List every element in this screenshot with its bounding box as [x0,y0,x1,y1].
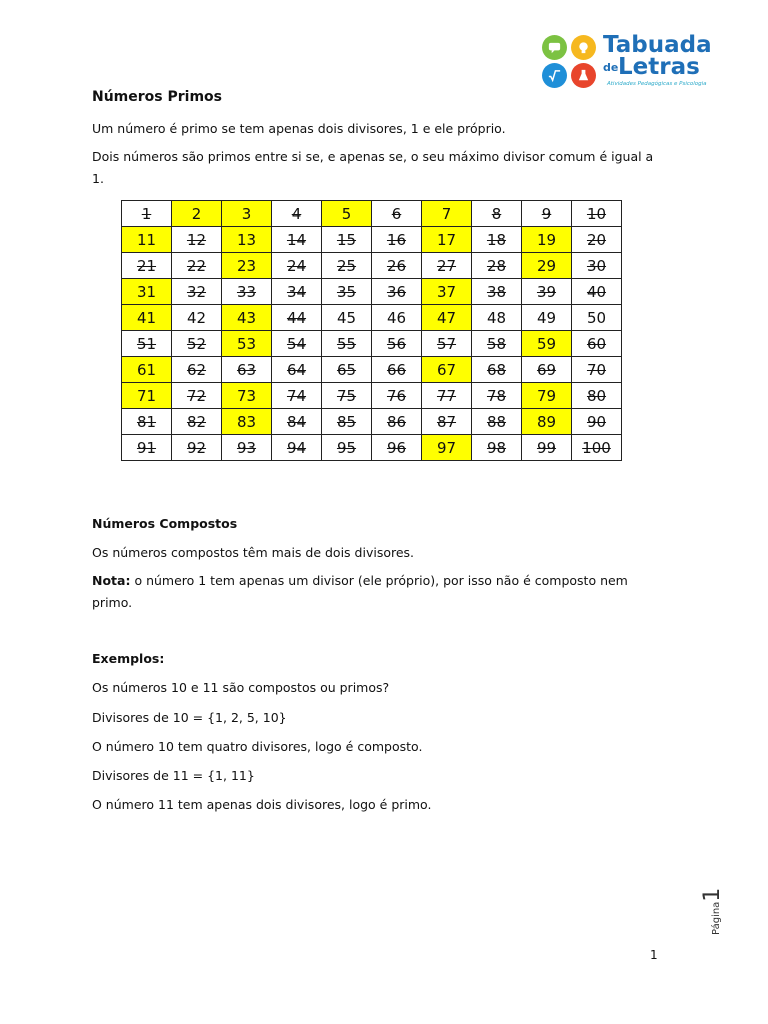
number-cell [122,409,172,435]
cell-number: 58 [486,334,507,353]
number-cell [122,331,172,357]
number-cell [172,383,222,409]
cell-number: 40 [586,282,607,301]
cell-number: 85 [336,412,357,431]
number-cell [222,279,272,305]
cell-number: 82 [186,412,207,431]
cell-number: 14 [286,230,307,249]
cell-number: 8 [491,204,502,223]
cell-number: 24 [286,256,307,275]
cell-number: 27 [436,256,457,275]
number-cell [172,227,222,253]
nota-text: o número 1 tem apenas um divisor (ele próprio), por isso não é composto nem primo. [92,573,628,610]
cell-number: 72 [186,386,207,405]
number-cell [472,227,522,253]
cell-number: 33 [236,282,257,301]
number-cell [322,409,372,435]
cell-number: 46 [386,308,407,327]
cell-number: 1 [141,204,152,223]
cell-number: 51 [136,334,157,353]
table-row [122,357,622,383]
cell-number: 18 [486,230,507,249]
number-cell [372,409,422,435]
number-cell [472,331,522,357]
number-cell [572,201,622,227]
cell-number: 71 [136,386,157,405]
number-cell [372,331,422,357]
number-cell [172,279,222,305]
prime-cell [122,357,172,383]
number-cell [122,253,172,279]
number-cell [272,435,322,461]
exemplos-question: Os números 10 e 11 são compostos ou primos? [92,680,390,695]
cell-number: 11 [136,230,157,249]
flask-icon [571,63,596,88]
cell-number: 53 [236,334,257,353]
cell-number: 67 [436,360,457,379]
cell-number: 96 [386,438,407,457]
cell-number: 94 [286,438,307,457]
cell-number: 95 [336,438,357,457]
number-cell [222,435,272,461]
prime-cell [222,305,272,331]
number-cell [172,409,222,435]
cell-number: 55 [336,334,357,353]
number-cell [372,201,422,227]
prime-cell [522,331,572,357]
number-cell [472,279,522,305]
cell-number: 75 [336,386,357,405]
number-cell [422,331,472,357]
prime-cell [522,383,572,409]
cell-number: 10 [586,204,607,223]
exemplo-line-1: Divisores de 10 = {1, 2, 5, 10} [92,710,287,725]
prime-cell [122,383,172,409]
table-row [122,201,622,227]
table-row [122,331,622,357]
table-row [122,227,622,253]
cell-number: 2 [191,204,202,223]
logo-icons [540,33,600,89]
number-cell [472,253,522,279]
cell-number: 20 [586,230,607,249]
cell-number: 9 [541,204,552,223]
number-cell [572,435,622,461]
number-cell [472,383,522,409]
number-cell [572,383,622,409]
number-cell [572,357,622,383]
cell-number: 76 [386,386,407,405]
number-cell [272,279,322,305]
cell-number: 99 [536,438,557,457]
number-cell [522,305,572,331]
cell-number: 12 [186,230,207,249]
number-cell [472,409,522,435]
number-cell [272,331,322,357]
number-cell [372,383,422,409]
cell-number: 98 [486,438,507,457]
prime-cell [222,227,272,253]
number-cell [372,435,422,461]
cell-number: 19 [536,230,557,249]
number-cell [322,331,372,357]
prime-cell [422,201,472,227]
number-cell [322,383,372,409]
cell-number: 66 [386,360,407,379]
number-cell [372,279,422,305]
number-cell [272,201,322,227]
cell-number: 61 [136,360,157,379]
cell-number: 69 [536,360,557,379]
cell-number: 21 [136,256,157,275]
cell-number: 45 [336,308,357,327]
table-row [122,409,622,435]
number-cell [322,357,372,383]
cell-number: 50 [586,308,607,327]
pagina-number: 1 [700,887,725,902]
cell-number: 78 [486,386,507,405]
table-row [122,305,622,331]
cell-number: 73 [236,386,257,405]
cell-number: 56 [386,334,407,353]
cell-number: 23 [236,256,257,275]
prime-cell [222,383,272,409]
number-cell [322,227,372,253]
logo-de: de [603,61,619,74]
cell-number: 37 [436,282,457,301]
prime-cell [422,357,472,383]
number-cell [272,383,322,409]
logo-title: Tabuada [603,32,712,58]
cell-number: 63 [236,360,257,379]
cell-number: 15 [336,230,357,249]
cell-number: 31 [136,282,157,301]
number-cell [122,435,172,461]
cell-number: 87 [436,412,457,431]
prime-cell [322,201,372,227]
number-cell [172,435,222,461]
cell-number: 17 [436,230,457,249]
cell-number: 74 [286,386,307,405]
number-cell [172,305,222,331]
prime-cell [522,253,572,279]
cell-number: 3 [241,204,252,223]
cell-number: 36 [386,282,407,301]
table-row [122,383,622,409]
prime-cell [422,279,472,305]
cell-number: 4 [291,204,302,223]
cell-number: 77 [436,386,457,405]
cell-number: 30 [586,256,607,275]
cell-number: 70 [586,360,607,379]
number-cell [422,253,472,279]
number-cell [322,253,372,279]
cell-number: 81 [136,412,157,431]
cell-number: 80 [586,386,607,405]
number-cell [572,331,622,357]
cell-number: 48 [486,308,507,327]
number-cell [472,305,522,331]
prime-cell [222,331,272,357]
cell-number: 57 [436,334,457,353]
cell-number: 65 [336,360,357,379]
cell-number: 7 [441,204,452,223]
cell-number: 22 [186,256,207,275]
cell-number: 26 [386,256,407,275]
table-row [122,253,622,279]
cell-number: 60 [586,334,607,353]
exemplos-title: Exemplos: [92,651,165,666]
cell-number: 88 [486,412,507,431]
cell-number: 79 [536,386,557,405]
number-cell [272,409,322,435]
cell-number: 54 [286,334,307,353]
cell-number: 68 [486,360,507,379]
intro-paragraph-2: Dois números são primos entre si se, e apenas se, o seu máximo divisor comum é igual a 1. [92,149,654,186]
number-cell [472,435,522,461]
cell-number: 90 [586,412,607,431]
number-cell [122,201,172,227]
nota-paragraph [92,570,662,614]
number-cell [422,383,472,409]
cell-number: 6 [391,204,402,223]
exemplo-line-2: O número 10 tem quatro divisores, logo é composto. [92,739,423,754]
cell-number: 83 [236,412,257,431]
number-cell [272,227,322,253]
number-cell [322,279,372,305]
number-cell [522,279,572,305]
number-cell [372,227,422,253]
number-cell [572,279,622,305]
prime-cell [522,227,572,253]
number-cell [322,305,372,331]
cell-number: 86 [386,412,407,431]
cell-number: 47 [436,308,457,327]
primes-table [121,200,622,461]
logo-letras: Letras [618,54,700,80]
number-cell [522,435,572,461]
number-cell [572,253,622,279]
cell-number: 42 [186,308,207,327]
prime-cell [222,253,272,279]
cell-number: 29 [536,256,557,275]
cell-number: 52 [186,334,207,353]
pagina-vertical-label [700,880,724,940]
number-cell [172,331,222,357]
cell-number: 100 [582,438,611,457]
number-cell [522,201,572,227]
prime-cell [122,227,172,253]
cell-number: 62 [186,360,207,379]
exemplo-line-4: O número 11 tem apenas dois divisores, logo é primo. [92,797,432,812]
exemplo-line-3: Divisores de 11 = {1, 11} [92,768,255,783]
page-number: 1 [650,948,658,962]
logo [540,33,730,91]
prime-cell [222,409,272,435]
number-cell [172,253,222,279]
prime-cell [222,201,272,227]
cell-number: 89 [536,412,557,431]
number-cell [572,409,622,435]
intro-paragraph-1: Um número é primo se tem apenas dois divisores, 1 e ele próprio. [92,121,506,136]
number-cell [322,435,372,461]
number-cell [272,253,322,279]
cell-number: 43 [236,308,257,327]
number-cell [422,409,472,435]
cell-number: 93 [236,438,257,457]
prime-cell [422,305,472,331]
number-cell [222,357,272,383]
nota-label: Nota: [92,573,131,588]
cell-number: 41 [136,308,157,327]
cell-number: 34 [286,282,307,301]
table-row [122,435,622,461]
prime-cell [122,279,172,305]
page-title: Números Primos [92,89,222,105]
cell-number: 13 [236,230,257,249]
prime-cell [422,227,472,253]
cell-number: 59 [536,334,557,353]
number-cell [522,357,572,383]
cell-number: 97 [436,438,457,457]
logo-subtitle: Atividades Pedagógicas e Psicologia [607,81,707,87]
prime-cell [122,305,172,331]
prime-cell [522,409,572,435]
sqrt-icon [542,63,567,88]
cell-number: 5 [341,204,352,223]
cell-number: 91 [136,438,157,457]
prime-cell [422,435,472,461]
number-cell [472,357,522,383]
cell-number: 39 [536,282,557,301]
cell-number: 64 [286,360,307,379]
number-cell [572,227,622,253]
cell-number: 84 [286,412,307,431]
lightbulb-icon [571,35,596,60]
pagina-label: Página [711,901,722,935]
cell-number: 92 [186,438,207,457]
compostos-text: Os números compostos têm mais de dois divisores. [92,545,415,560]
cell-number: 32 [186,282,207,301]
cell-number: 16 [386,230,407,249]
number-cell [372,305,422,331]
cell-number: 28 [486,256,507,275]
cell-number: 44 [286,308,307,327]
cell-number: 38 [486,282,507,301]
cell-number: 49 [536,308,557,327]
cell-number: 25 [336,256,357,275]
cell-number: 35 [336,282,357,301]
compostos-title: Números Compostos [92,516,238,531]
number-cell [372,357,422,383]
number-cell [572,305,622,331]
prime-cell [172,201,222,227]
number-cell [272,357,322,383]
chat-icon [542,35,567,60]
number-cell [272,305,322,331]
number-cell [472,201,522,227]
number-cell [372,253,422,279]
table-row [122,279,622,305]
number-cell [172,357,222,383]
